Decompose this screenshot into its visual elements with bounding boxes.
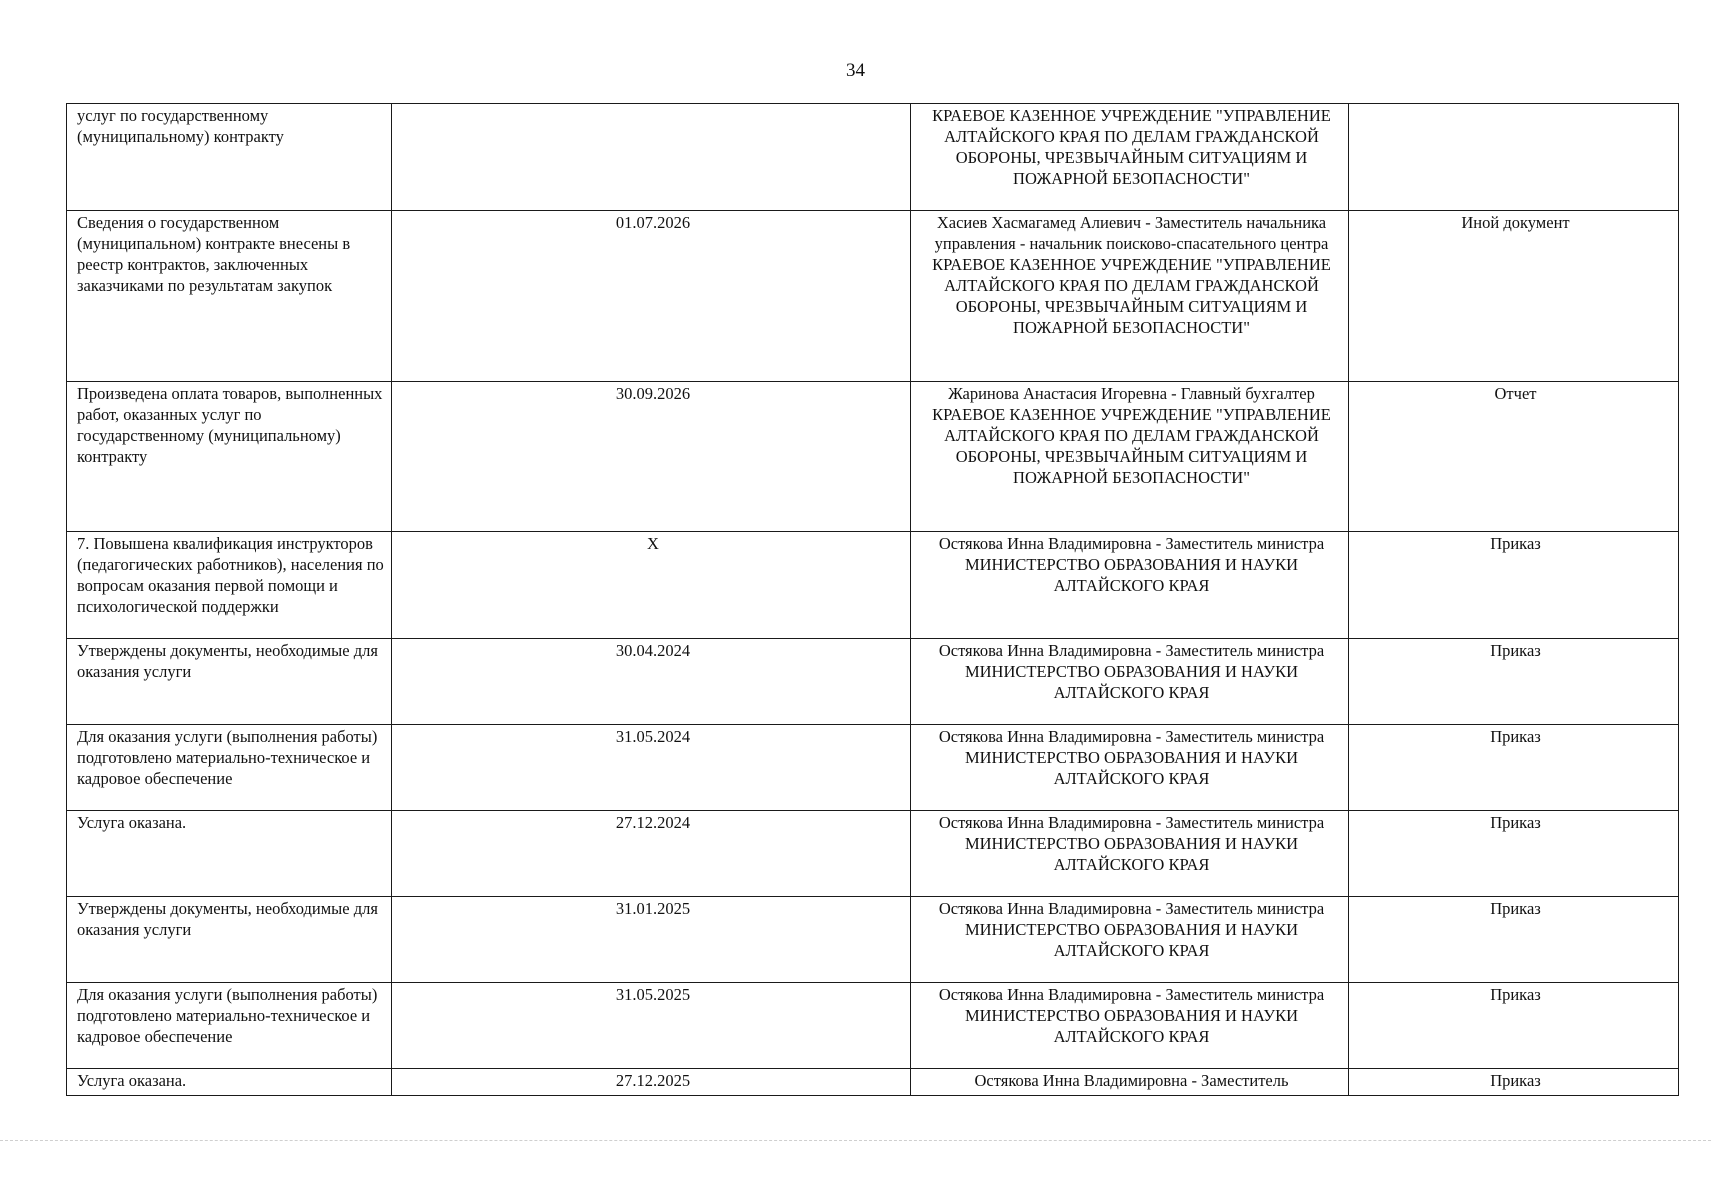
document-cell: Приказ (1349, 1069, 1679, 1096)
document-cell: Приказ (1349, 725, 1679, 811)
table-row (67, 811, 1679, 897)
responsible-cell: Остякова Инна Владимировна - Заместитель министра МИНИСТЕРСТВО ОБРАЗОВАНИЯ И НАУКИ АЛТАЙСКОГО КРАЯ (911, 811, 1349, 897)
date-cell: 31.01.2025 (392, 897, 911, 983)
document-cell: Приказ (1349, 639, 1679, 725)
document-cell: Приказ (1349, 983, 1679, 1069)
event-cell: Для оказания услуги (выполнения работы) подготовлено материально-техническое и кадровое обеспечение (67, 725, 392, 811)
date-cell: 31.05.2025 (392, 983, 911, 1069)
table-row (67, 725, 1679, 811)
table-row (67, 532, 1679, 639)
table-row (67, 983, 1679, 1069)
responsible-cell: Остякова Инна Владимировна - Заместитель министра МИНИСТЕРСТВО ОБРАЗОВАНИЯ И НАУКИ АЛТАЙСКОГО КРАЯ (911, 897, 1349, 983)
date-cell (392, 104, 911, 211)
table-row (67, 1069, 1679, 1096)
date-cell: 30.09.2026 (392, 382, 911, 532)
document-cell: Приказ (1349, 897, 1679, 983)
event-cell: Утверждены документы, необходимые для оказания услуги (67, 639, 392, 725)
event-cell: Сведения о государственном (муниципальном) контракте внесены в реестр контрактов, заключенных заказчиками по результатам закупок (67, 211, 392, 382)
table-row (67, 639, 1679, 725)
date-cell: 31.05.2024 (392, 725, 911, 811)
table-row (67, 211, 1679, 382)
event-cell: Услуга оказана. (67, 811, 392, 897)
event-cell: Утверждены документы, необходимые для оказания услуги (67, 897, 392, 983)
event-cell: Произведена оплата товаров, выполненных работ, оказанных услуг по государственному (муниципальному) контракту (67, 382, 392, 532)
responsible-cell: Остякова Инна Владимировна - Заместитель министра МИНИСТЕРСТВО ОБРАЗОВАНИЯ И НАУКИ АЛТАЙСКОГО КРАЯ (911, 983, 1349, 1069)
date-cell: 27.12.2024 (392, 811, 911, 897)
document-cell: Иной документ (1349, 211, 1679, 382)
table-row (67, 382, 1679, 532)
table-row (67, 104, 1679, 211)
date-cell: X (392, 532, 911, 639)
date-cell: 01.07.2026 (392, 211, 911, 382)
event-cell: 7. Повышена квалификация инструкторов (педагогических работников), населения по вопросам оказания первой помощи и психологической поддержки (67, 532, 392, 639)
document-cell: Приказ (1349, 532, 1679, 639)
date-cell: 30.04.2024 (392, 639, 911, 725)
event-cell: услуг по государственному (муниципальному) контракту (67, 104, 392, 211)
document-cell: Приказ (1349, 811, 1679, 897)
responsible-cell: Остякова Инна Владимировна - Заместитель министра МИНИСТЕРСТВО ОБРАЗОВАНИЯ И НАУКИ АЛТАЙСКОГО КРАЯ (911, 725, 1349, 811)
responsible-cell: Жаринова Анастасия Игоревна - Главный бухгалтер КРАЕВОЕ КАЗЕННОЕ УЧРЕЖДЕНИЕ "УПРАВЛЕНИЕ АЛТАЙСКОГО КРАЯ ПО ДЕЛАМ ГРАЖДАНСКОЙ ОБОРОНЫ, ЧРЕЗВЫЧАЙНЫМ СИТУАЦИЯМ И ПОЖАРНОЙ БЕЗОПАСНОСТИ" (911, 382, 1349, 532)
event-cell: Услуга оказана. (67, 1069, 392, 1096)
scan-artifact-line (0, 1140, 1711, 1142)
schedule-table (66, 103, 1679, 1096)
date-cell: 27.12.2025 (392, 1069, 911, 1096)
event-cell: Для оказания услуги (выполнения работы) подготовлено материально-техническое и кадровое обеспечение (67, 983, 392, 1069)
responsible-cell: Остякова Инна Владимировна - Заместитель министра МИНИСТЕРСТВО ОБРАЗОВАНИЯ И НАУКИ АЛТАЙСКОГО КРАЯ (911, 639, 1349, 725)
page-number: 34 (846, 60, 865, 81)
document-cell: Отчет (1349, 382, 1679, 532)
responsible-cell: Хасиев Хасмагамед Алиевич - Заместитель начальника управления - начальник поисково-спасательного центра КРАЕВОЕ КАЗЕННОЕ УЧРЕЖДЕНИЕ "УПРАВЛЕНИЕ АЛТАЙСКОГО КРАЯ ПО ДЕЛАМ ГРАЖДАНСКОЙ ОБОРОНЫ, ЧРЕЗВЫЧАЙНЫМ СИТУАЦИЯМ И ПОЖАРНОЙ БЕЗОПАСНОСТИ" (911, 211, 1349, 382)
table-row (67, 897, 1679, 983)
responsible-cell: КРАЕВОЕ КАЗЕННОЕ УЧРЕЖДЕНИЕ "УПРАВЛЕНИЕ АЛТАЙСКОГО КРАЯ ПО ДЕЛАМ ГРАЖДАНСКОЙ ОБОРОНЫ, ЧРЕЗВЫЧАЙНЫМ СИТУАЦИЯМ И ПОЖАРНОЙ БЕЗОПАСНОСТИ" (911, 104, 1349, 211)
responsible-cell: Остякова Инна Владимировна - Заместитель (911, 1069, 1349, 1096)
document-cell (1349, 104, 1679, 211)
responsible-cell: Остякова Инна Владимировна - Заместитель министра МИНИСТЕРСТВО ОБРАЗОВАНИЯ И НАУКИ АЛТАЙСКОГО КРАЯ (911, 532, 1349, 639)
